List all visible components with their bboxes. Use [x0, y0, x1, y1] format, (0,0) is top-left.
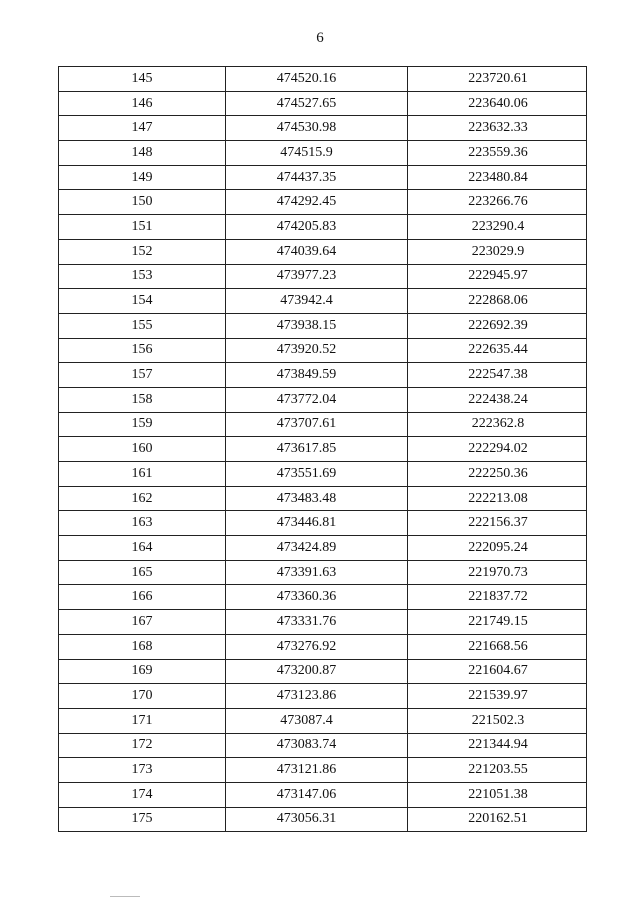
table-row [59, 387, 587, 412]
x-coordinate-cell: 473424.89 [226, 536, 408, 561]
x-coordinate-cell: 473617.85 [226, 437, 408, 462]
point-number-cell: 157 [59, 363, 226, 388]
y-coordinate-cell: 221837.72 [408, 585, 587, 610]
point-number-cell: 145 [59, 67, 226, 92]
x-coordinate-cell: 473391.63 [226, 560, 408, 585]
y-coordinate-cell: 223266.76 [408, 190, 587, 215]
x-coordinate-cell: 473483.48 [226, 486, 408, 511]
y-coordinate-cell: 223559.36 [408, 141, 587, 166]
point-number-cell: 166 [59, 585, 226, 610]
point-number-cell: 148 [59, 141, 226, 166]
table-row [59, 338, 587, 363]
table-row [59, 486, 587, 511]
point-number-cell: 165 [59, 560, 226, 585]
table-row [59, 437, 587, 462]
y-coordinate-cell: 222635.44 [408, 338, 587, 363]
point-number-cell: 149 [59, 165, 226, 190]
y-coordinate-cell: 222156.37 [408, 511, 587, 536]
point-number-cell: 152 [59, 239, 226, 264]
scan-artifact-line [110, 896, 140, 897]
y-coordinate-cell: 223029.9 [408, 239, 587, 264]
x-coordinate-cell: 473331.76 [226, 610, 408, 635]
point-number-cell: 173 [59, 758, 226, 783]
y-coordinate-cell: 222362.8 [408, 412, 587, 437]
point-number-cell: 155 [59, 313, 226, 338]
y-coordinate-cell: 221668.56 [408, 634, 587, 659]
table-row [59, 363, 587, 388]
y-coordinate-cell: 222095.24 [408, 536, 587, 561]
table-row [59, 708, 587, 733]
x-coordinate-cell: 473977.23 [226, 264, 408, 289]
y-coordinate-cell: 222294.02 [408, 437, 587, 462]
table-row [59, 91, 587, 116]
table-row [59, 313, 587, 338]
x-coordinate-cell: 474527.65 [226, 91, 408, 116]
x-coordinate-cell: 473446.81 [226, 511, 408, 536]
table-row [59, 659, 587, 684]
point-number-cell: 151 [59, 215, 226, 240]
point-number-cell: 161 [59, 462, 226, 487]
x-coordinate-cell: 473938.15 [226, 313, 408, 338]
x-coordinate-cell: 473920.52 [226, 338, 408, 363]
table-row [59, 536, 587, 561]
y-coordinate-cell: 221051.38 [408, 782, 587, 807]
x-coordinate-cell: 474515.9 [226, 141, 408, 166]
y-coordinate-cell: 222868.06 [408, 289, 587, 314]
point-number-cell: 160 [59, 437, 226, 462]
point-number-cell: 150 [59, 190, 226, 215]
table-row [59, 560, 587, 585]
x-coordinate-cell: 473121.86 [226, 758, 408, 783]
table-row [59, 165, 587, 190]
table-row [59, 264, 587, 289]
coordinates-table [58, 66, 587, 832]
y-coordinate-cell: 221604.67 [408, 659, 587, 684]
y-coordinate-cell: 223632.33 [408, 116, 587, 141]
point-number-cell: 146 [59, 91, 226, 116]
x-coordinate-cell: 473200.87 [226, 659, 408, 684]
point-number-cell: 162 [59, 486, 226, 511]
point-number-cell: 147 [59, 116, 226, 141]
x-coordinate-cell: 473551.69 [226, 462, 408, 487]
y-coordinate-cell: 223480.84 [408, 165, 587, 190]
y-coordinate-cell: 222213.08 [408, 486, 587, 511]
y-coordinate-cell: 223290.4 [408, 215, 587, 240]
point-number-cell: 172 [59, 733, 226, 758]
table-row [59, 190, 587, 215]
x-coordinate-cell: 473056.31 [226, 807, 408, 832]
x-coordinate-cell: 474520.16 [226, 67, 408, 92]
point-number-cell: 167 [59, 610, 226, 635]
table-row [59, 412, 587, 437]
y-coordinate-cell: 221203.55 [408, 758, 587, 783]
y-coordinate-cell: 222692.39 [408, 313, 587, 338]
point-number-cell: 169 [59, 659, 226, 684]
point-number-cell: 164 [59, 536, 226, 561]
table-row [59, 67, 587, 92]
table-row [59, 462, 587, 487]
table-row [59, 215, 587, 240]
x-coordinate-cell: 473360.36 [226, 585, 408, 610]
table-row [59, 610, 587, 635]
x-coordinate-cell: 473707.61 [226, 412, 408, 437]
x-coordinate-cell: 473147.06 [226, 782, 408, 807]
point-number-cell: 153 [59, 264, 226, 289]
table-row [59, 289, 587, 314]
x-coordinate-cell: 473123.86 [226, 684, 408, 709]
table-row [59, 585, 587, 610]
y-coordinate-cell: 221749.15 [408, 610, 587, 635]
x-coordinate-cell: 474292.45 [226, 190, 408, 215]
x-coordinate-cell: 474437.35 [226, 165, 408, 190]
point-number-cell: 158 [59, 387, 226, 412]
y-coordinate-cell: 221539.97 [408, 684, 587, 709]
table-row [59, 807, 587, 832]
x-coordinate-cell: 474530.98 [226, 116, 408, 141]
y-coordinate-cell: 222547.38 [408, 363, 587, 388]
x-coordinate-cell: 473772.04 [226, 387, 408, 412]
y-coordinate-cell: 221970.73 [408, 560, 587, 585]
point-number-cell: 159 [59, 412, 226, 437]
x-coordinate-cell: 473083.74 [226, 733, 408, 758]
y-coordinate-cell: 222438.24 [408, 387, 587, 412]
x-coordinate-cell: 473276.92 [226, 634, 408, 659]
y-coordinate-cell: 223720.61 [408, 67, 587, 92]
x-coordinate-cell: 473087.4 [226, 708, 408, 733]
x-coordinate-cell: 474205.83 [226, 215, 408, 240]
table-row [59, 239, 587, 264]
point-number-cell: 171 [59, 708, 226, 733]
table-row [59, 511, 587, 536]
x-coordinate-cell: 473849.59 [226, 363, 408, 388]
y-coordinate-cell: 222250.36 [408, 462, 587, 487]
y-coordinate-cell: 220162.51 [408, 807, 587, 832]
point-number-cell: 154 [59, 289, 226, 314]
point-number-cell: 168 [59, 634, 226, 659]
point-number-cell: 163 [59, 511, 226, 536]
y-coordinate-cell: 222945.97 [408, 264, 587, 289]
coordinates-table-body [59, 67, 587, 832]
y-coordinate-cell: 221502.3 [408, 708, 587, 733]
point-number-cell: 170 [59, 684, 226, 709]
x-coordinate-cell: 473942.4 [226, 289, 408, 314]
table-row [59, 684, 587, 709]
table-row [59, 733, 587, 758]
table-row [59, 116, 587, 141]
x-coordinate-cell: 474039.64 [226, 239, 408, 264]
point-number-cell: 175 [59, 807, 226, 832]
y-coordinate-cell: 221344.94 [408, 733, 587, 758]
point-number-cell: 156 [59, 338, 226, 363]
page-number: 6 [316, 30, 324, 46]
table-row [59, 141, 587, 166]
point-number-cell: 174 [59, 782, 226, 807]
table-row [59, 634, 587, 659]
table-row [59, 758, 587, 783]
y-coordinate-cell: 223640.06 [408, 91, 587, 116]
table-row [59, 782, 587, 807]
